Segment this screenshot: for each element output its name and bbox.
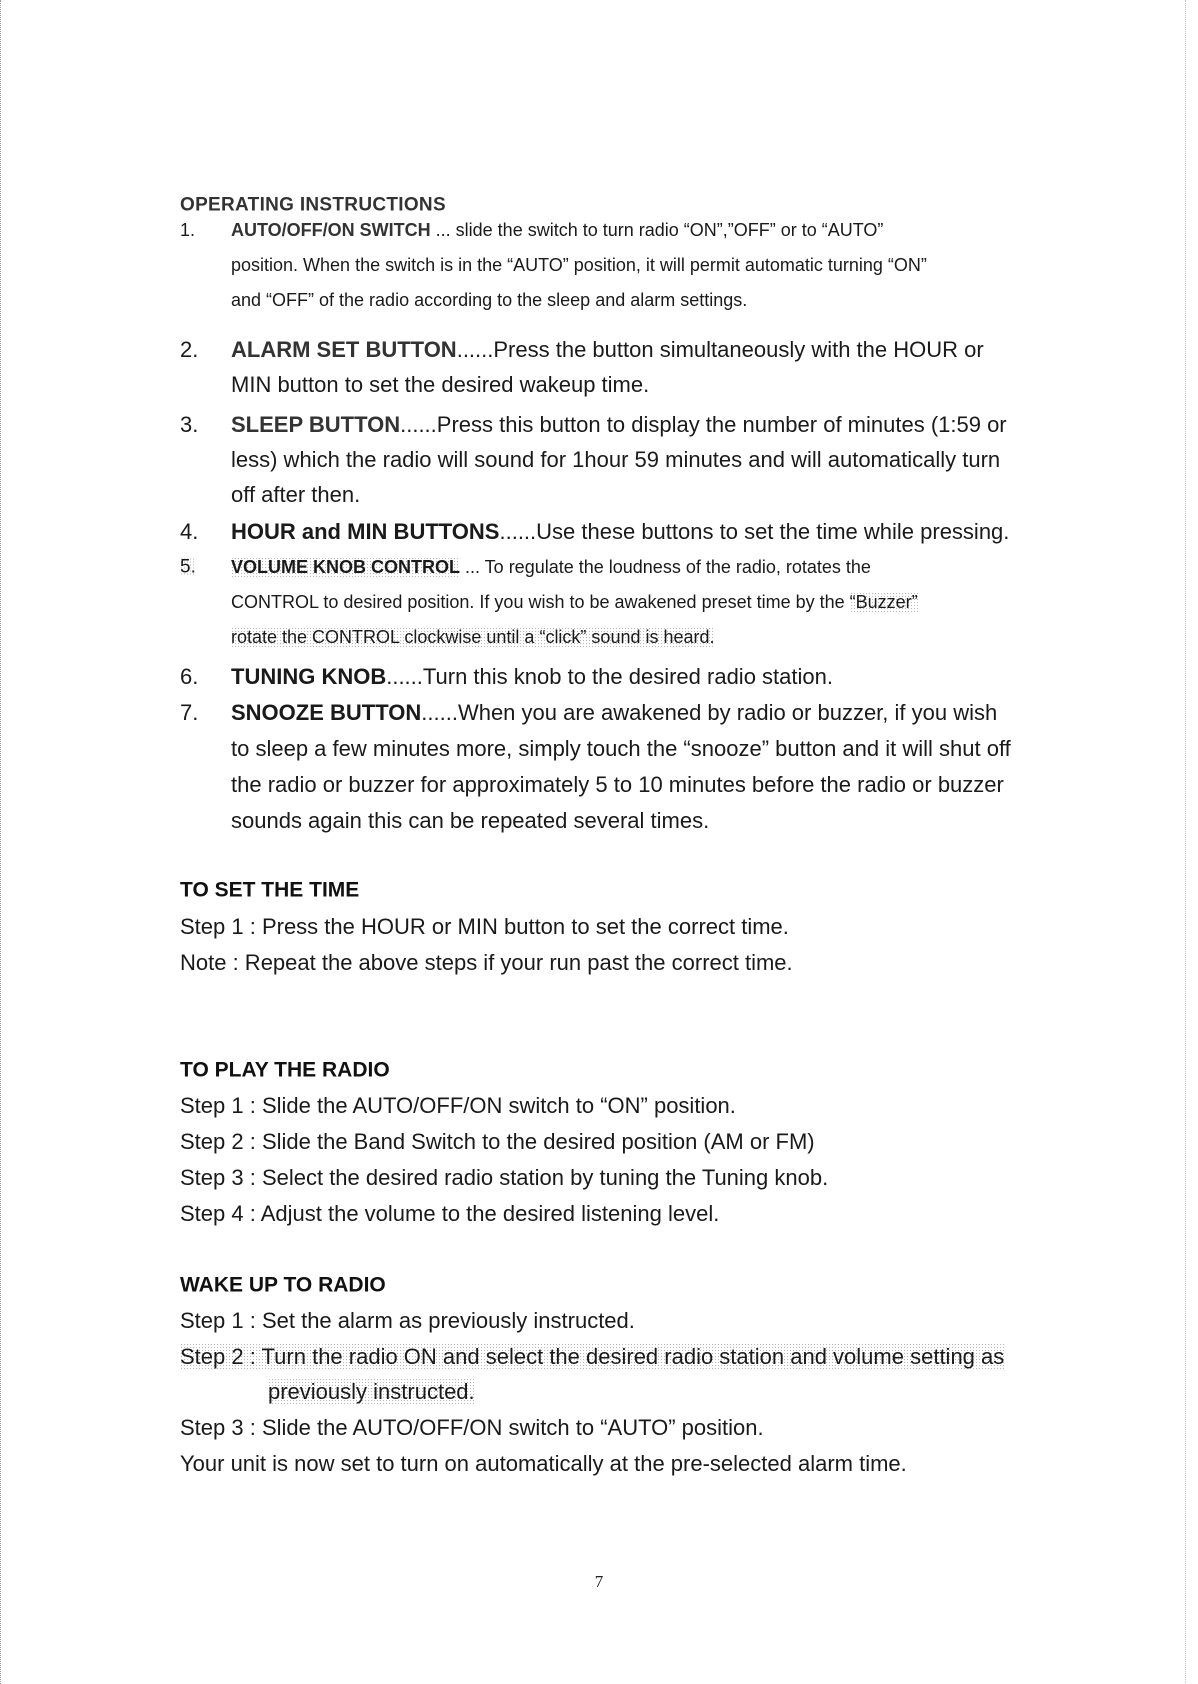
item-number: 6. bbox=[180, 664, 199, 689]
item-text: ......Use these buttons to set the time while pressing. bbox=[499, 519, 1010, 544]
item-line bbox=[231, 221, 883, 239]
item-number: 2. bbox=[180, 337, 199, 362]
item-line: less) which the radio will sound for 1hour 59 minutes and will automatically turn bbox=[231, 447, 1001, 472]
item-text: ......Press the button simultaneously with the HOUR or bbox=[456, 337, 984, 362]
item-label: ALARM SET BUTTON bbox=[231, 337, 457, 362]
item-line: position. When the switch is in the “AUTO” position, it will permit automatic turning “ON” bbox=[231, 255, 927, 275]
item-number: 3. bbox=[180, 412, 199, 437]
item-label: HOUR and MIN BUTTONS bbox=[231, 519, 500, 544]
buzzer-highlight: “Buzzer” bbox=[849, 592, 918, 612]
item-text: CONTROL to desired position. If you wish to be awakened preset time by the bbox=[231, 592, 850, 612]
item-line bbox=[231, 521, 1009, 543]
step-line: Step 2 : Slide the Band Switch to the desired position (AM or FM) bbox=[180, 1129, 815, 1154]
item-label: SNOOZE BUTTON bbox=[231, 700, 422, 725]
item-line bbox=[231, 339, 984, 361]
item-line: sounds again this can be repeated several times. bbox=[231, 808, 710, 833]
item-label: SLEEP BUTTON bbox=[231, 412, 401, 437]
item-number: 4. bbox=[180, 519, 199, 544]
section-heading: TO PLAY THE RADIO bbox=[180, 1058, 390, 1082]
step-line: Step 4 : Adjust the volume to the desired listening level. bbox=[180, 1201, 720, 1226]
item-number: 5. bbox=[180, 556, 196, 578]
item-line: MIN button to set the desired wakeup time. bbox=[231, 372, 650, 397]
item-text: ... To regulate the loudness of the radio, rotates the bbox=[460, 557, 871, 577]
item-line bbox=[231, 666, 833, 688]
step-line-highlighted: previously instructed. bbox=[268, 1379, 475, 1404]
step-line: Step 3 : Slide the AUTO/OFF/ON switch to “AUTO” position. bbox=[180, 1415, 764, 1440]
item-number: 1. bbox=[180, 220, 196, 240]
item-line: and “OFF” of the radio according to the sleep and alarm settings. bbox=[231, 290, 748, 310]
item-text: ......When you are awakened by radio or buzzer, if you wish bbox=[421, 700, 998, 725]
step-line: Step 3 : Select the desired radio station by tuning the Tuning knob. bbox=[180, 1165, 829, 1190]
item-line: the radio or buzzer for approximately 5 to 10 minutes before the radio or buzzer bbox=[231, 772, 1004, 797]
section-heading: WAKE UP TO RADIO bbox=[180, 1273, 386, 1297]
item-label: AUTO/OFF/ON SWITCH bbox=[231, 220, 431, 240]
item-line bbox=[231, 628, 715, 646]
step-line: Step 1 : Slide the AUTO/OFF/ON switch to “ON” position. bbox=[180, 1093, 736, 1118]
item-line bbox=[231, 414, 1007, 436]
item-label: VOLUME KNOB CONTROL bbox=[231, 557, 460, 577]
section-heading: TO SET THE TIME bbox=[180, 878, 360, 902]
step-line-highlighted: Step 2 : Turn the radio ON and select the desired radio station and volume setting as bbox=[180, 1344, 1005, 1369]
item-number: 7. bbox=[180, 700, 199, 725]
item-label: TUNING KNOB bbox=[231, 664, 387, 689]
item-line bbox=[231, 593, 918, 611]
highlighted-text: rotate the CONTROL clockwise until a “click” sound is heard. bbox=[231, 627, 715, 647]
scan-edge-left bbox=[0, 0, 1, 1684]
section-title-operating-instructions: OPERATING INSTRUCTIONS bbox=[180, 194, 446, 216]
item-line bbox=[231, 702, 997, 724]
item-text: ......Turn this knob to the desired radio station. bbox=[386, 664, 833, 689]
page-number: 7 bbox=[594, 1572, 604, 1591]
note-line: Note : Repeat the above steps if your run past the correct time. bbox=[180, 950, 793, 975]
step-line: Step 1 : Set the alarm as previously instructed. bbox=[180, 1308, 635, 1333]
item-line: off after then. bbox=[231, 482, 361, 507]
item-line: to sleep a few minutes more, simply touch the “snooze” button and it will shut off bbox=[231, 736, 1011, 761]
scan-edge-right bbox=[1185, 0, 1186, 1684]
closing-line: Your unit is now set to turn on automatically at the pre-selected alarm time. bbox=[180, 1451, 907, 1476]
item-text: ......Press this button to display the number of minutes (1:59 or bbox=[400, 412, 1007, 437]
item-line bbox=[231, 558, 871, 576]
item-text: ... slide the switch to turn radio “ON”,”OFF” or to “AUTO” bbox=[430, 220, 884, 240]
step-line: Step 1 : Press the HOUR or MIN button to set the correct time. bbox=[180, 914, 789, 939]
